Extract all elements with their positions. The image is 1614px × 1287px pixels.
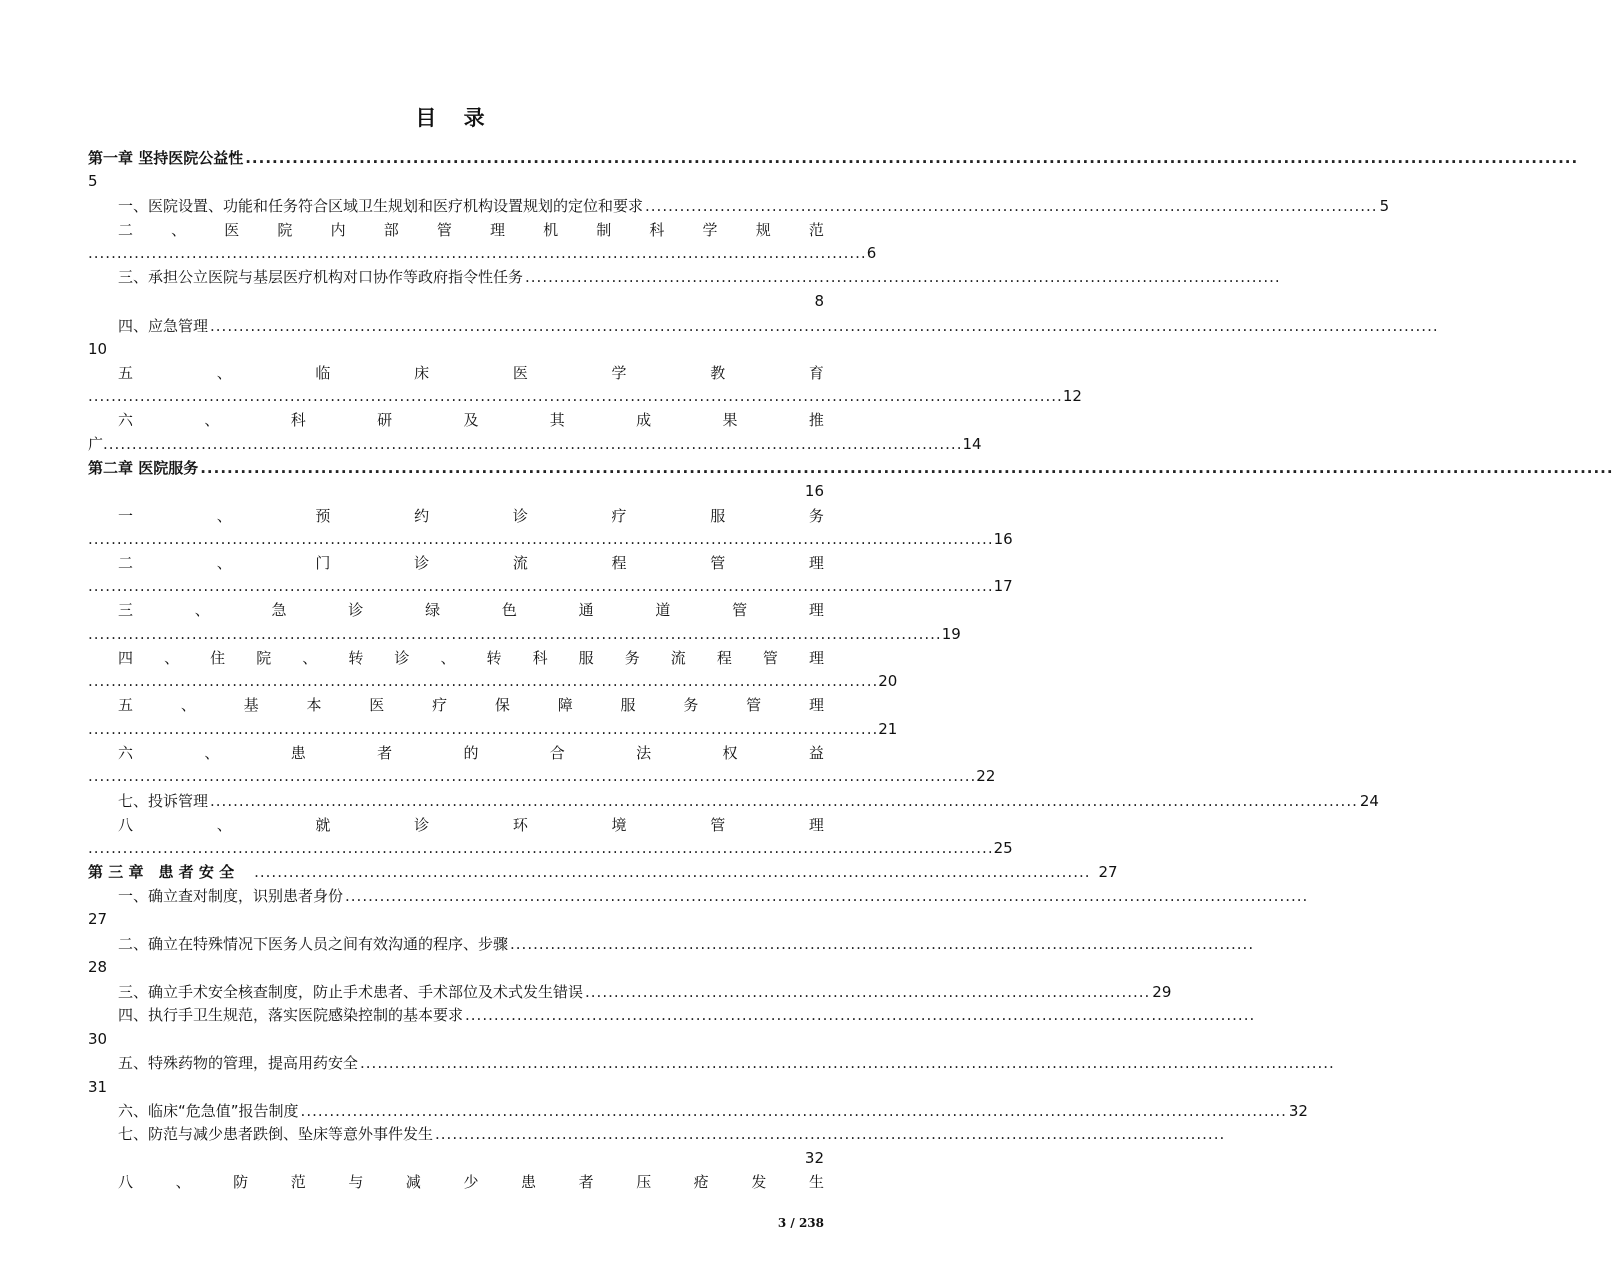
entry-char: 范 bbox=[290, 1173, 306, 1191]
entry-title: 七、防范与减少患者跌倒、坠床等意外事件发生 bbox=[118, 1125, 434, 1143]
toc-entry[interactable] bbox=[118, 886, 1309, 906]
entry-char: 八 bbox=[118, 1173, 134, 1191]
dot-leader: ............................................................................................................................................................. bbox=[88, 530, 994, 548]
dot-leader: ............................................................................................................................................................. bbox=[88, 839, 994, 857]
entry-title: 三、确立手术安全核查制度，防止手术患者、手术部位及术式发生错误 bbox=[118, 983, 584, 1001]
toc-entry-spread[interactable] bbox=[118, 648, 824, 668]
entry-char: 流 bbox=[670, 649, 686, 667]
entry-char: 程 bbox=[716, 649, 732, 667]
dot-leader: ......................................................................................................................................... bbox=[88, 720, 879, 738]
dot-leader: ............................................................................................................................................................. bbox=[88, 577, 994, 595]
dot-leader: ........................................................................................................................................................................... bbox=[300, 1102, 1287, 1120]
entry-char: 诊 bbox=[394, 649, 410, 667]
entry-char: 环 bbox=[512, 816, 528, 834]
entry-char: 门 bbox=[315, 554, 331, 572]
entry-char: 防 bbox=[233, 1173, 249, 1191]
entry-char: 服 bbox=[620, 696, 636, 714]
toc-entry-continued bbox=[88, 671, 898, 691]
entry-char: 本 bbox=[306, 696, 322, 714]
entry-char: 少 bbox=[463, 1173, 479, 1191]
toc-entry-spread[interactable] bbox=[118, 1172, 824, 1192]
entry-title: 一、确立查对制度，识别患者身份 bbox=[118, 887, 344, 905]
page-number: 25 bbox=[993, 839, 1013, 857]
entry-char: 一 bbox=[118, 507, 134, 525]
entry-char: 理 bbox=[808, 554, 824, 572]
entry-char: 发 bbox=[751, 1173, 767, 1191]
toc-entry-continued bbox=[88, 386, 1082, 406]
toc-entry-continued bbox=[88, 719, 898, 739]
chapter-title: 第 三 章 患 者 安 全 bbox=[88, 863, 235, 881]
entry-char: 院 bbox=[277, 221, 293, 239]
entry-char: 医 bbox=[369, 696, 385, 714]
entry-char: 五 bbox=[118, 364, 134, 382]
entry-char: 诊 bbox=[414, 554, 430, 572]
toc-entry[interactable] bbox=[118, 982, 1172, 1002]
dot-leader: ................................................................................................................................... bbox=[525, 268, 1281, 286]
entry-char: 患 bbox=[521, 1173, 537, 1191]
dot-leader: ......................................................................................................................................... bbox=[465, 1006, 1256, 1024]
entry-char: 教 bbox=[710, 364, 726, 382]
toc-entry-spread[interactable] bbox=[118, 220, 824, 240]
dot-leader: ................................................................................................................................. bbox=[510, 935, 1255, 953]
entry-char: 务 bbox=[624, 649, 640, 667]
entry-char: 三 bbox=[118, 601, 134, 619]
toc-entry[interactable] bbox=[118, 267, 1281, 287]
entry-char: 疗 bbox=[432, 696, 448, 714]
toc-entry[interactable] bbox=[118, 934, 1255, 954]
entry-char: 管 bbox=[436, 221, 452, 239]
entry-char: 、 bbox=[216, 364, 232, 382]
page-number: 21 bbox=[878, 720, 898, 738]
toc-entry-spread[interactable] bbox=[118, 506, 824, 526]
entry-char: 就 bbox=[315, 816, 331, 834]
entry-title: 四、应急管理 bbox=[118, 317, 209, 335]
entry-char: 预 bbox=[315, 507, 331, 525]
entry-char: 管 bbox=[746, 696, 762, 714]
entry-char: 制 bbox=[596, 221, 612, 239]
entry-char: 学 bbox=[611, 364, 627, 382]
toc-entry[interactable] bbox=[118, 1101, 1308, 1121]
chapter-1-entry[interactable] bbox=[88, 148, 1579, 168]
entry-char: 转 bbox=[348, 649, 364, 667]
page-number: 8 bbox=[814, 292, 824, 310]
entry-char: 机 bbox=[543, 221, 559, 239]
entry-char: 、 bbox=[171, 221, 187, 239]
entry-char: 道 bbox=[655, 601, 671, 619]
dot-leader: ............................................................................................................................... bbox=[645, 197, 1378, 215]
entry-char: 者 bbox=[377, 744, 393, 762]
entry-char: 、 bbox=[164, 649, 180, 667]
page-number: 28 bbox=[88, 958, 108, 976]
entry-char: 管 bbox=[710, 554, 726, 572]
page-number: 29 bbox=[1152, 983, 1172, 1001]
entry-char: 、 bbox=[204, 744, 220, 762]
chapter-title: 第一章 坚持医院公益性 bbox=[88, 149, 244, 167]
entry-char: 内 bbox=[330, 221, 346, 239]
entry-title: 五、特殊药物的管理，提高用药安全 bbox=[118, 1054, 359, 1072]
dot-leader: ....................................................................................................................................................................................................... bbox=[245, 149, 1579, 167]
toc-entry-continued bbox=[88, 766, 996, 786]
entry-char: 其 bbox=[549, 411, 565, 429]
dot-leader: .......................................................................................................................................................... bbox=[88, 767, 977, 785]
entry-char: 理 bbox=[808, 601, 824, 619]
entry-char: 权 bbox=[722, 744, 738, 762]
toc-entry-spread[interactable] bbox=[118, 815, 824, 835]
entry-char: 的 bbox=[463, 744, 479, 762]
page-number: 24 bbox=[1359, 792, 1379, 810]
entry-char: 管 bbox=[762, 649, 778, 667]
entry-char: 科 bbox=[649, 221, 665, 239]
toc-entry-spread[interactable] bbox=[118, 600, 824, 620]
page-number: 30 bbox=[88, 1030, 108, 1048]
toc-entry-continued bbox=[88, 624, 961, 644]
entry-char: 二 bbox=[118, 554, 134, 572]
entry-char: 转 bbox=[486, 649, 502, 667]
entry-char: 床 bbox=[414, 364, 430, 382]
chapter-3-entry[interactable] bbox=[88, 862, 1118, 882]
entry-char: 理 bbox=[808, 649, 824, 667]
toc-entry-continued bbox=[88, 243, 877, 263]
entry-char: 服 bbox=[578, 649, 594, 667]
entry-char: 及 bbox=[463, 411, 479, 429]
entry-char: 八 bbox=[118, 816, 134, 834]
toc-entry[interactable] bbox=[118, 791, 1379, 811]
dot-leader: ......................................................................................................................................................................... bbox=[360, 1054, 1335, 1072]
entry-char: 服 bbox=[710, 507, 726, 525]
dot-leader: ....................................................................................................................................... bbox=[88, 244, 867, 262]
entry-char: 约 bbox=[414, 507, 430, 525]
entry-char: 绿 bbox=[425, 601, 441, 619]
dot-leader: .................................................................................................................................................... bbox=[88, 625, 942, 643]
page-number: 32 bbox=[804, 1149, 824, 1167]
entry-char: 流 bbox=[512, 554, 528, 572]
page-number: 32 bbox=[1288, 1102, 1308, 1120]
page-number: 17 bbox=[993, 577, 1013, 595]
page-number: 14 bbox=[962, 435, 982, 453]
dot-leader: ..................................................................................................................................................... bbox=[103, 435, 963, 453]
entry-char: 学 bbox=[702, 221, 718, 239]
entry-char: 六 bbox=[118, 744, 134, 762]
dot-leader: ................................................................................................................................................................................................................... bbox=[200, 459, 1614, 477]
dot-leader: ..................................................................................................................................................................................................................... bbox=[210, 317, 1439, 335]
entry-char: 法 bbox=[636, 744, 652, 762]
entry-char: 住 bbox=[210, 649, 226, 667]
entry-char: 保 bbox=[494, 696, 510, 714]
toc-entry-continued bbox=[88, 838, 1013, 858]
entry-char: 疗 bbox=[611, 507, 627, 525]
entry-char: 诊 bbox=[512, 507, 528, 525]
page-number: 27 bbox=[88, 910, 108, 928]
dot-leader: ................................................................................................................................................. bbox=[254, 863, 1091, 881]
toc-entry-spread[interactable] bbox=[118, 695, 824, 715]
entry-char: 急 bbox=[271, 601, 287, 619]
toc-entry[interactable] bbox=[118, 196, 1390, 216]
dot-leader: ....................................................................................................................................................................... bbox=[345, 887, 1309, 905]
entry-char: 、 bbox=[216, 507, 232, 525]
entry-char: 理 bbox=[808, 816, 824, 834]
entry-char: 院 bbox=[256, 649, 272, 667]
page-number: 5 bbox=[88, 172, 98, 190]
toc-entry[interactable] bbox=[118, 1124, 1226, 1144]
entry-title: 六、临床“危急值”报告制度 bbox=[118, 1102, 299, 1120]
toc-entry-continued bbox=[88, 434, 982, 454]
toc-entry[interactable] bbox=[118, 1053, 1335, 1073]
entry-char: 、 bbox=[204, 411, 220, 429]
entry-char: 益 bbox=[808, 744, 824, 762]
entry-char: 管 bbox=[710, 816, 726, 834]
entry-char: 诊 bbox=[414, 816, 430, 834]
toc-entry-continued bbox=[88, 576, 1013, 596]
page-indicator: 3 / 238 bbox=[777, 1216, 824, 1230]
entry-char: 、 bbox=[175, 1173, 191, 1191]
entry-char: 广 bbox=[88, 435, 104, 453]
entry-char: 、 bbox=[302, 649, 318, 667]
entry-char: 研 bbox=[377, 411, 393, 429]
page-title: 目 录 bbox=[415, 106, 495, 130]
entry-char: 诊 bbox=[348, 601, 364, 619]
entry-title: 七、投诉管理 bbox=[118, 792, 209, 810]
entry-char: 合 bbox=[549, 744, 565, 762]
entry-char: 四 bbox=[118, 649, 134, 667]
entry-title: 三、承担公立医院与基层医疗机构对口协作等政府指令性任务 bbox=[118, 268, 524, 286]
entry-title: 一、医院设置、功能和任务符合区域卫生规划和医疗机构设置规划的定位和要求 bbox=[118, 197, 644, 215]
entry-char: 科 bbox=[290, 411, 306, 429]
entry-char: 管 bbox=[732, 601, 748, 619]
entry-char: 六 bbox=[118, 411, 134, 429]
entry-char: 育 bbox=[808, 364, 824, 382]
page-number: 16 bbox=[993, 530, 1013, 548]
entry-char: 患 bbox=[290, 744, 306, 762]
toc-entry-spread[interactable] bbox=[118, 363, 824, 383]
page-number: 12 bbox=[1062, 387, 1082, 405]
entry-char: 部 bbox=[383, 221, 399, 239]
page-number: 5 bbox=[1379, 197, 1390, 215]
entry-char: 医 bbox=[224, 221, 240, 239]
entry-char: 成 bbox=[636, 411, 652, 429]
toc-entry-spread[interactable] bbox=[118, 743, 824, 763]
entry-char: 减 bbox=[405, 1173, 421, 1191]
dot-leader: ......................................................................................................................................... bbox=[435, 1125, 1226, 1143]
entry-char: 范 bbox=[808, 221, 824, 239]
toc-entry-spread[interactable] bbox=[118, 410, 824, 430]
entry-char: 二 bbox=[118, 221, 134, 239]
page-number: 20 bbox=[878, 672, 898, 690]
entry-char: 理 bbox=[489, 221, 505, 239]
entry-char: 务 bbox=[683, 696, 699, 714]
chapter-2-entry[interactable] bbox=[88, 458, 1614, 478]
toc-entry[interactable] bbox=[118, 1005, 1256, 1025]
entry-char: 压 bbox=[636, 1173, 652, 1191]
entry-char: 程 bbox=[611, 554, 627, 572]
chapter-title: 第二章 医院服务 bbox=[88, 459, 199, 477]
entry-char: 果 bbox=[722, 411, 738, 429]
page-number: 19 bbox=[941, 625, 961, 643]
entry-char: 通 bbox=[578, 601, 594, 619]
entry-char: 、 bbox=[216, 816, 232, 834]
entry-char: 障 bbox=[557, 696, 573, 714]
dot-leader: ....................................................................................................................................................................................................... bbox=[210, 792, 1358, 810]
entry-char: 医 bbox=[512, 364, 528, 382]
entry-title: 四、执行手卫生规范，落实医院感染控制的基本要求 bbox=[118, 1006, 464, 1024]
page-number: 10 bbox=[88, 340, 108, 358]
page-number: 27 bbox=[1098, 863, 1118, 881]
entry-char: 、 bbox=[440, 649, 456, 667]
entry-char: 、 bbox=[194, 601, 210, 619]
entry-char: 规 bbox=[755, 221, 771, 239]
entry-char: 生 bbox=[808, 1173, 824, 1191]
page-number: 16 bbox=[804, 482, 824, 500]
page-number: 31 bbox=[88, 1078, 108, 1096]
entry-char: 者 bbox=[578, 1173, 594, 1191]
entry-char: 基 bbox=[243, 696, 259, 714]
entry-char: 理 bbox=[808, 696, 824, 714]
entry-char: 疮 bbox=[693, 1173, 709, 1191]
toc-entry-spread[interactable] bbox=[118, 553, 824, 573]
page-number: 22 bbox=[976, 767, 996, 785]
entry-char: 与 bbox=[348, 1173, 364, 1191]
entry-char: 临 bbox=[315, 364, 331, 382]
page-number: 6 bbox=[866, 244, 877, 262]
entry-char: 色 bbox=[501, 601, 517, 619]
toc-entry-continued bbox=[88, 529, 1013, 549]
toc-entry[interactable] bbox=[118, 316, 1439, 336]
entry-char: 、 bbox=[180, 696, 196, 714]
entry-char: 推 bbox=[808, 411, 824, 429]
entry-char: 、 bbox=[216, 554, 232, 572]
entry-title: 二、确立在特殊情况下医务人员之间有效沟通的程序、步骤 bbox=[118, 935, 509, 953]
dot-leader: .................................................................................................. bbox=[585, 983, 1151, 1001]
entry-char: 境 bbox=[611, 816, 627, 834]
entry-char: 务 bbox=[808, 507, 824, 525]
dot-leader: ......................................................................................................................................................................... bbox=[88, 387, 1063, 405]
entry-char: 五 bbox=[118, 696, 134, 714]
entry-char: 科 bbox=[532, 649, 548, 667]
dot-leader: ......................................................................................................................................... bbox=[88, 672, 879, 690]
